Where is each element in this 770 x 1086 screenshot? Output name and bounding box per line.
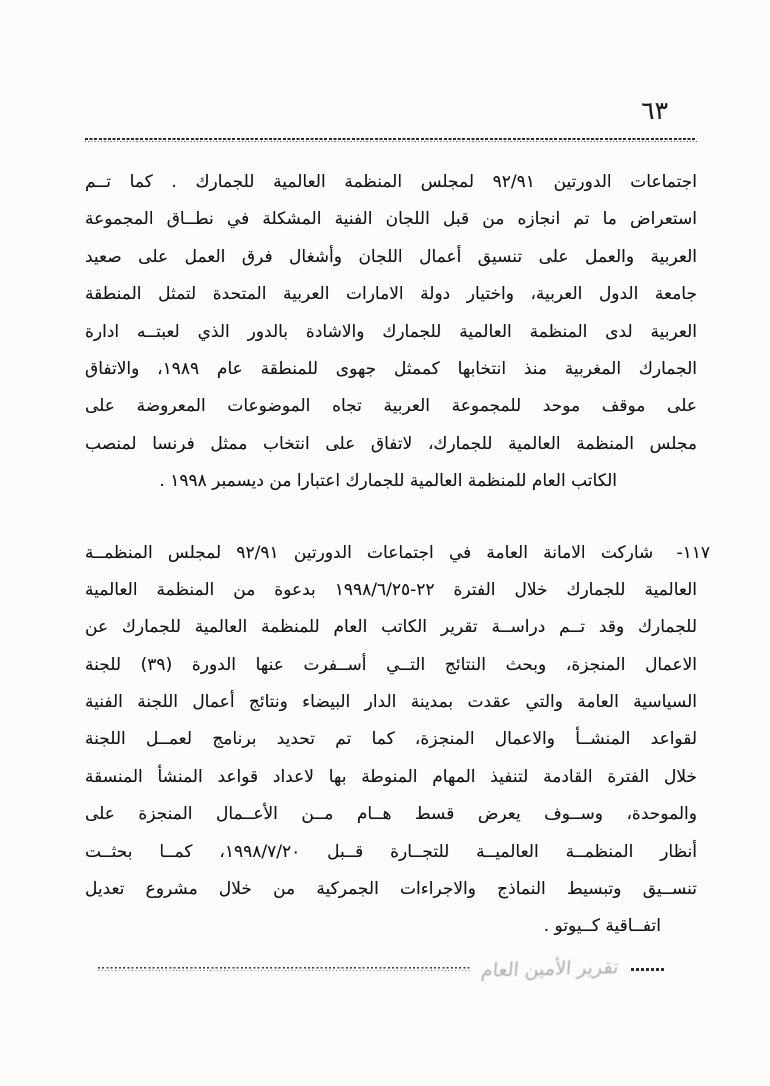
body-text	[85, 164, 710, 946]
page-footer	[98, 958, 665, 980]
footer-rule	[98, 967, 471, 971]
footer-dash	[631, 968, 665, 971]
item-first-line: شاركت الامانة العامة في اجتماعات الدورتين ٩٢/٩١ لمجلس المنظمــة	[85, 542, 654, 563]
text-line: اجتماعات الدورتين ٩٢/٩١ لمجلس المنظمة العالمية للجمارك . كما تــم	[85, 172, 697, 192]
text-line: تنســيق وتبسيط النماذج والاجراءات الجمركية من خلال مشروع تعديل	[85, 879, 697, 900]
text-line: العربية والعمل على تنسيق أعمال اللجان وأشغال فرق العمل على صعيد	[85, 246, 697, 267]
paragraph-continuation	[85, 164, 697, 501]
text-line: اتفــاقية كــيوتو .	[543, 916, 661, 937]
text-line: استعراض ما تم انجازه من قبل اللجان الفنية المشكلة في نطــاق المجموعة	[85, 209, 697, 230]
text-line: على موقف موحد للمجموعة العربية تجاه الموضوعات المعروضة على	[85, 396, 697, 417]
page-number: ٦٣	[641, 96, 668, 125]
text-line: والموحدة، وســوف يعرض قسط هــام مــن الأعــمال المنجزة على	[85, 804, 697, 825]
text-line: العالمية للجمارك خلال الفترة ٢٢-١٩٩٨/٦/٢٥ بدعوة من المنظمة العالمية	[85, 579, 697, 600]
text-line: لقواعد المنشــأ والاعمال المنجزة، كما تم تحديد برنامج لعمــل اللجنة	[85, 729, 697, 750]
text-line: الكاتب العام للمنظمة العالمية للجمارك اعتبارا من ديسمبر ١٩٩٨ .	[159, 471, 617, 492]
text-line: الاعمال المنجزة، وبحث النتائج التــي أســفرت عنها الدورة (٣٩) للجنة	[85, 654, 697, 675]
text-line: خلال الفترة القادمة لتنفيذ المهام المنوطة بها لاعداد قواعد المنشأ المنسقة	[85, 766, 697, 787]
text-line: جامعة الدول العربية، واختيار دولة الامارات العربية المتحدة لتمثل المنطقة	[85, 284, 697, 305]
paragraph-item-117	[85, 535, 710, 946]
footer-note: تقرير الأمين العام	[480, 956, 620, 982]
text-line: للجمارك وقد تــم دراســة تقرير الكاتب العام للمنظمة العالمية للجمارك عن	[85, 617, 697, 638]
text-line: الجمارك المغربية منذ انتخابها كممثل جهوى للمنطقة عام ١٩٨٩، والاتفاق	[85, 358, 697, 379]
item-number: ١١٧-	[676, 542, 710, 563]
text-line: العربية لدى المنظمة العالمية للجمارك والاشادة بالدور الذي لعبتــه ادارة	[85, 321, 697, 342]
text-line: السياسية العامة والتي عقدت بمدينة الدار البيضاء ونتائج أعمال اللجنة الفنية	[85, 692, 697, 713]
header-rule	[85, 138, 697, 143]
text-line	[85, 535, 710, 572]
text-line: أنظار المنظمــة العالميــة للتجــارة قــبل ١٩٩٨/٧/٢٠، كمــا بحثــت	[85, 841, 697, 862]
text-line: مجلس المنظمة العالمية للجمارك، لاتفاق على انتخاب ممثل فرنسا لمنصب	[85, 433, 697, 454]
